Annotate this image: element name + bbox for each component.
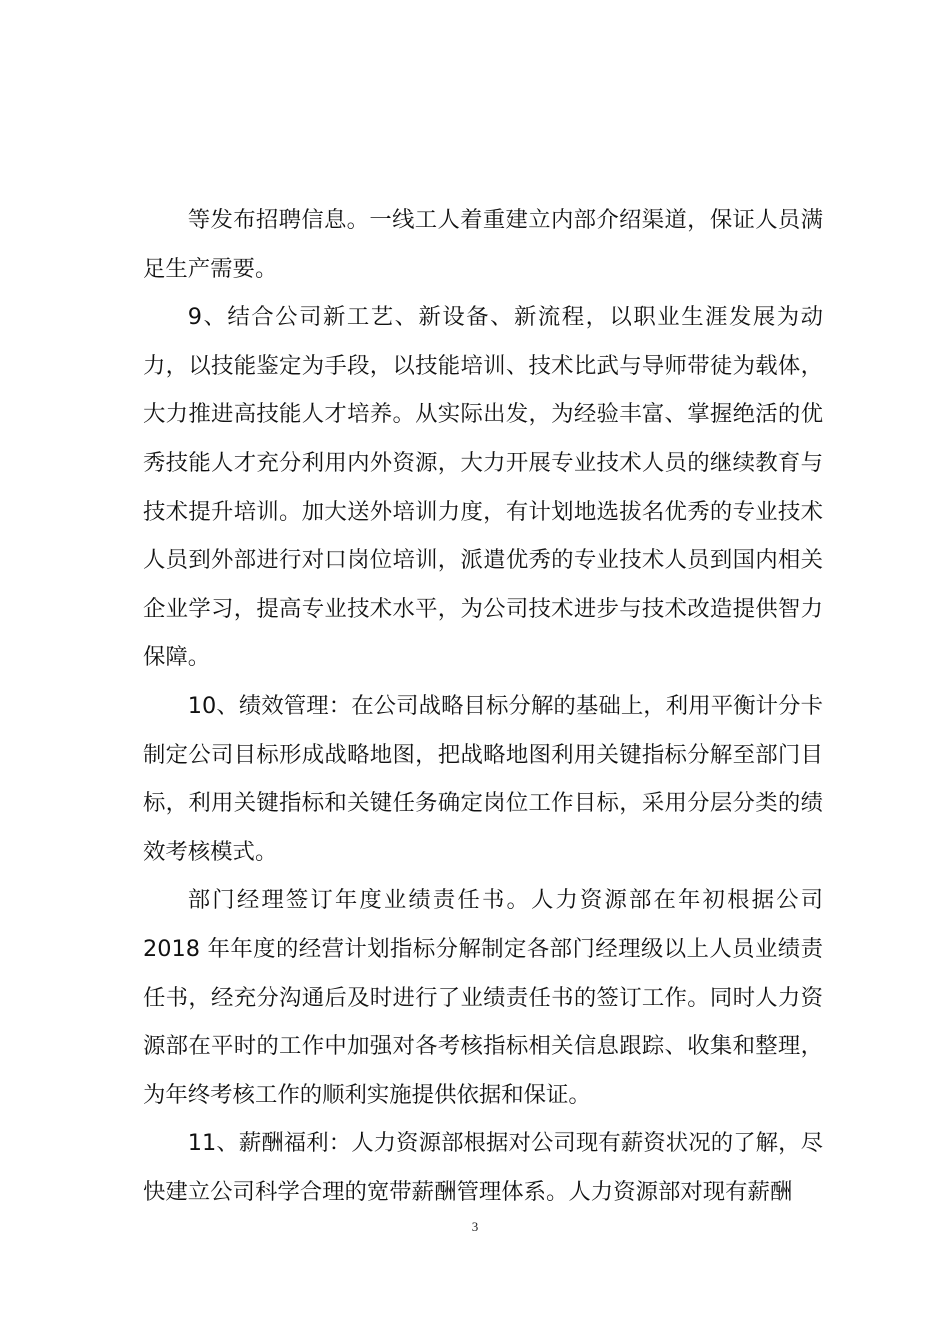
body-text bbox=[143, 196, 823, 1216]
paragraph-item-9-training: 9、结合公司新工艺、新设备、新流程，以职业生涯发展为动力，以技能鉴定为手段，以技能培训、技术比武与导师带徒为载体，大力推进高技能人才培养。从实际出发，为经验丰富、掌握绝活的优秀技能人才充分利用内外资源，大力开展专业技术人员的继续教育与技术提升培训。加大送外培训力度，有计划地选拔名优秀的专业技术人员到外部进行对口岗位培训，派遣优秀的专业技术人员到国内相关企业学习，提高专业技术水平，为公司技术进步与技术改造提供智力保障。 bbox=[143, 304, 823, 671]
paragraph-item-11-compensation: 11、薪酬福利：人力资源部根据对公司现有薪资状况的了解，尽快建立公司科学合理的宽带薪酬管理体系。人力资源部对现有薪酬 bbox=[143, 1130, 823, 1205]
paragraph-item-10-performance: 10、绩效管理：在公司战略目标分解的基础上，利用平衡计分卡制定公司目标形成战略地图，把战略地图利用关键指标分解至部门目标，利用关键指标和关键任务确定岗位工作目标，采用分层分类的绩效考核模式。 bbox=[143, 692, 823, 865]
page-number: 3 bbox=[471, 1219, 479, 1234]
paragraph-recruitment-continued: 等发布招聘信息。一线工人着重建立内部介绍渠道，保证人员满足生产需要。 bbox=[143, 207, 823, 282]
paragraph-responsibility-letter: 部门经理签订年度业绩责任书。人力资源部在年初根据公司2018 年年度的经营计划指标分解制定各部门经理级以上人员业绩责任书，经充分沟通后及时进行了业绩责任书的签订工作。同时人力资源部在平时的工作中加强对各考核指标相关信息跟踪、收集和整理，为年终考核工作的顺利实施提供依据和保证。 bbox=[143, 887, 823, 1108]
